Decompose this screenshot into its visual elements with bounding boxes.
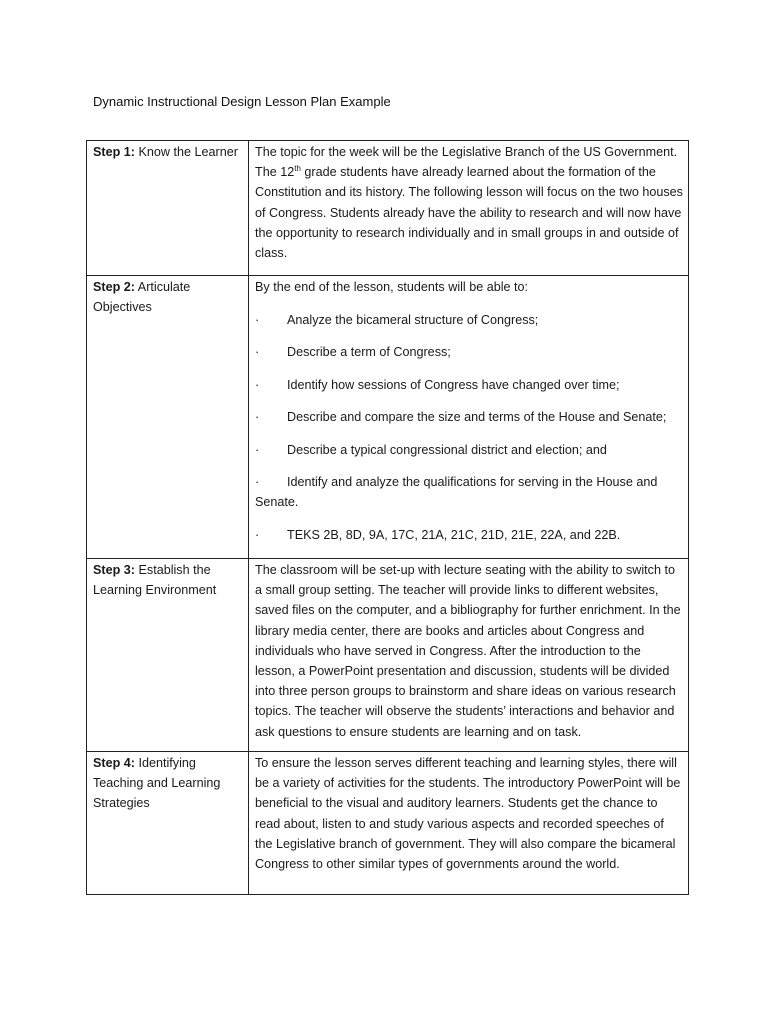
step-content: The classroom will be set-up with lecture seating with the ability to switch to a small group setting. The teacher will provide links to different websites, saved files on the computer, and a bibliography for further enrichment. In the library media center, there are books and articles about Congress and individuals who have served in Congress. After the introduction to the lesson, a PowerPoint presentation and discussion, students will be divided into three person groups to brainstorm and share ideas on various research topics. The teacher will observe the students’ interactions and behavior and ask questions to ensure students are learning and on task. <box>255 563 681 739</box>
objective-text: TEKS 2B, 8D, 9A, 17C, 21A, 21C, 21D, 21E, 22A, and 22B. <box>287 527 621 542</box>
step-label-cell <box>87 141 249 276</box>
list-item <box>255 525 683 545</box>
bullet-icon: · <box>255 345 260 359</box>
step-label-cell <box>87 559 249 752</box>
step-label: Establish the Learning Environment <box>93 563 217 598</box>
bullet-icon: · <box>255 475 260 489</box>
step-label: Know the Learner <box>135 145 238 159</box>
table-row <box>87 276 689 559</box>
bullet-icon: · <box>255 442 260 457</box>
list-item <box>255 440 683 460</box>
objective-text: Identify and analyze the qualifications for serving in the House and Senate. <box>255 475 658 510</box>
list-item <box>255 310 683 330</box>
list-item <box>255 407 683 427</box>
list-item <box>255 472 683 512</box>
step-content-cell <box>249 276 689 559</box>
step-content <box>255 142 683 263</box>
objective-text: Identify how sessions of Congress have changed over time; <box>287 377 620 392</box>
content-text: The topic for the week will be the Legislative Branch of the US Government. The 12 <box>255 145 678 180</box>
objectives-list <box>255 310 683 545</box>
step-number: Step 2: <box>93 280 135 294</box>
step-number: Step 1: <box>93 145 135 159</box>
list-item <box>255 342 683 362</box>
step-content-cell <box>249 559 689 752</box>
step-content: To ensure the lesson serves different teaching and learning styles, there will be a variety of activities for the students. The introductory PowerPoint will be beneficial to the visual and auditory learners. Students get the chance to read about, listen to and study various aspects and recorded speeches of the Legislative branch of government. They will also compare the bicameral Congress to other similar types of governments around the world. <box>255 756 681 872</box>
list-item <box>255 375 683 395</box>
bullet-icon: · <box>255 527 260 542</box>
step-label-cell <box>87 752 249 895</box>
bullet-icon: · <box>255 312 260 327</box>
objective-text: Describe and compare the size and terms of the House and Senate; <box>287 410 667 424</box>
bullet-icon: · <box>255 377 260 392</box>
step-number: Step 4: <box>93 756 135 770</box>
step-number: Step 3: <box>93 563 135 577</box>
objective-text: Analyze the bicameral structure of Congress; <box>287 312 539 327</box>
page-title: Dynamic Instructional Design Lesson Plan Example <box>93 94 391 109</box>
table-row <box>87 559 689 752</box>
step-content-cell <box>249 752 689 895</box>
table-row <box>87 141 689 276</box>
bullet-icon: · <box>255 410 260 424</box>
ordinal-superscript: th <box>294 164 301 174</box>
step-label: Identifying Teaching and Learning Strategies <box>93 756 221 811</box>
lesson-plan-table <box>86 140 689 895</box>
table-row <box>87 752 689 895</box>
objective-text: Describe a typical congressional district and election; and <box>287 442 607 457</box>
content-text: grade students have already learned about the formation of the Constitution and its history. The following lesson will focus on the two houses of Congress. Students already have the ability to research and will now have the opportunity to research individually and in small groups in and outside of class. <box>255 165 683 261</box>
step-label-cell <box>87 276 249 559</box>
objectives-intro: By the end of the lesson, students will be able to: <box>255 280 529 294</box>
objective-text: Describe a term of Congress; <box>287 345 451 359</box>
step-content-cell <box>249 141 689 276</box>
step-label: Articulate Objectives <box>93 280 191 315</box>
